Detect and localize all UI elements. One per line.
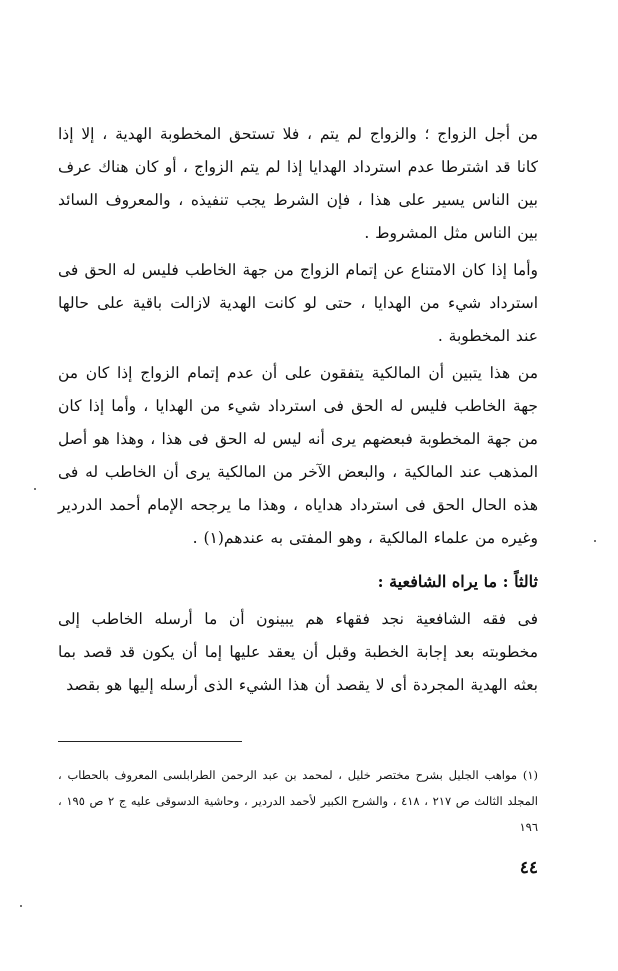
paragraph-3: من هذا يتبين أن المالكية يتفقون على أن عدم إتمام الزواج إذا كان من جهة الخاطب فليس له الحق فى استرداد شيء من الهدايا ، وأما إذا كان من جهة المخطوبة فبعضهم يرى أنه ليس له الحق فى هذا ، وهذا هو أصل المذهب عند المالكية ، والبعض الآخر من المالكية يرى أن الخاطب له فى هذه الحال الحق فى استرداد هداياه ، وهذا ما يرجحه الإمام أحمد الدردير وغيره من علماء المالكية ، وهو المفتى به عندهم(١) . (58, 364, 538, 547)
section-heading: ثالثاً : ما يراه الشافعية : (377, 572, 538, 591)
footnote: (١) مواهب الجليل بشرح مختصر خليل ، لمحمد بن عبد الرحمن الطرابلسى المعروف بالحطاب ، المجلد الثالث ص ٢١٧ ، ٤١٨ ، والشرح الكبير لأحمد الدردير ، وحاشية الدسوقى عليه ج ٢ ص ١٩٥ ، ١٩٦ (58, 768, 538, 834)
scan-speck (34, 488, 36, 490)
page-body (58, 118, 538, 702)
scan-speck (20, 905, 22, 907)
paragraph-2: وأما إذا كان الامتناع عن إتمام الزواج من جهة الخاطب فليس له الحق فى استرداد شيء من الهدايا ، حتى لو كانت الهدية لازالت باقية على حالها عند المخطوبة . (58, 261, 538, 345)
scan-speck (594, 540, 596, 542)
footnote-divider (58, 741, 242, 742)
page-number: ٤٤ (519, 858, 538, 878)
paragraph-1: من أجل الزواج ؛ والزواج لم يتم ، فلا تستحق المخطوبة الهدية ، إلا إذا كانا قد اشترطا عدم استرداد الهدايا إذا لم يتم الزواج ، أو كان هناك عرف بين الناس يسير على هذا ، فإن الشرط يجب تنفيذه ، والمعروف السائد بين الناس مثل المشروط . (58, 125, 538, 242)
paragraph-4: فى فقه الشافعية نجد فقهاء هم يبينون أن ما أرسله الخاطب إلى مخطوبته بعد إجابة الخطبة وقبل أن يعقد عليها إما أن يكون قد قصد بما بعثه الهدية المجردة أى لا يقصد أن هذا الشيء الذى أرسله إليها هو بقصد (58, 610, 538, 694)
